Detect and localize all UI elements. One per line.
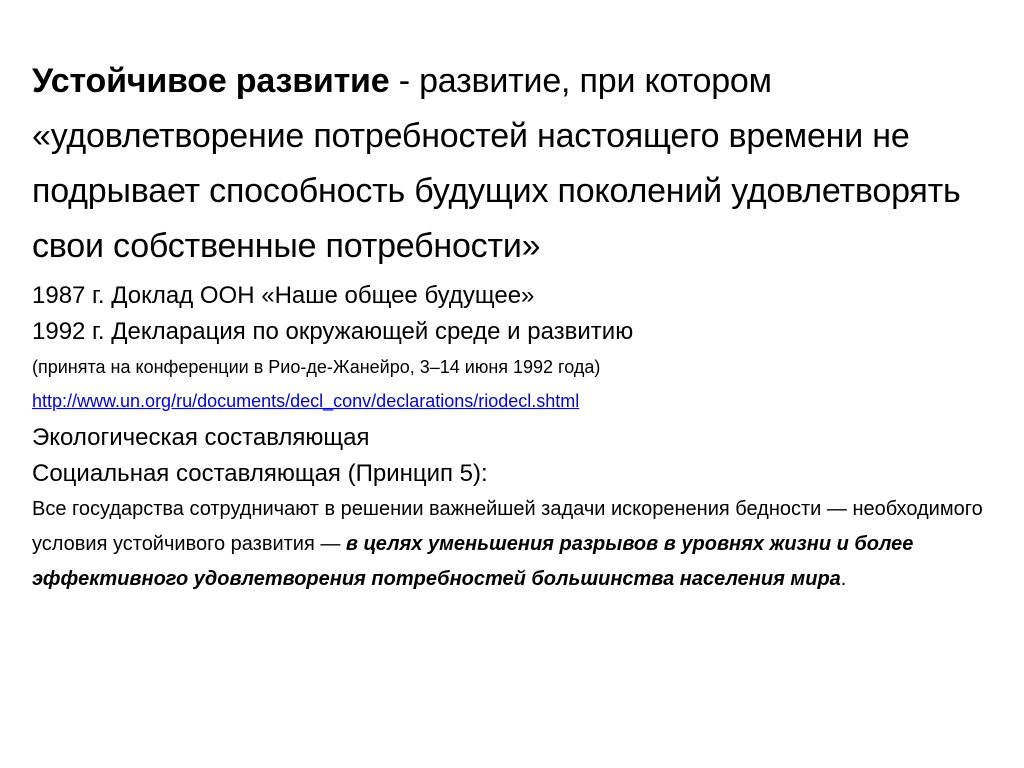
slide-content — [32, 54, 992, 597]
definition-body: развитие, при котором «удовлетворение потребностей настоящего времени не подрывает способность будущих поколений удовлетворять свои собственные потребности» — [32, 62, 961, 265]
ecological-component: Экологическая составляющая — [32, 424, 370, 451]
principle-emphasis: в целях уменьшения разрывов в уровнях жизни и более эффективного удовлетворения потребностей большинства населения мира — [32, 533, 914, 590]
declaration-link[interactable]: http://www.un.org/ru/documents/decl_conv/declarations/riodecl.shtml — [32, 391, 580, 411]
declaration-1992-line: 1992 г. Декларация по окружающей среде и развитию — [32, 318, 634, 345]
declaration-link-line — [32, 384, 992, 418]
principle-plain: Все государства сотрудничают в решении важнейшей задачи искоренения бедности — необходимого условия устойчивого развития — — [32, 498, 983, 555]
principle-end: . — [840, 568, 847, 590]
social-component: Социальная составляющая (Принцип 5): — [32, 460, 488, 487]
report-1987-line: 1987 г. Доклад ООН «Наше общее будущее» — [32, 282, 535, 309]
definition-term: Устойчивое развитие — [32, 62, 390, 100]
definition-separator: - — [389, 62, 420, 100]
declaration-note: (принята на конференции в Рио-де-Жанейро, 3–14 июня 1992 года) — [32, 357, 601, 377]
definition-paragraph — [32, 54, 992, 274]
principle-5-text — [32, 492, 992, 597]
